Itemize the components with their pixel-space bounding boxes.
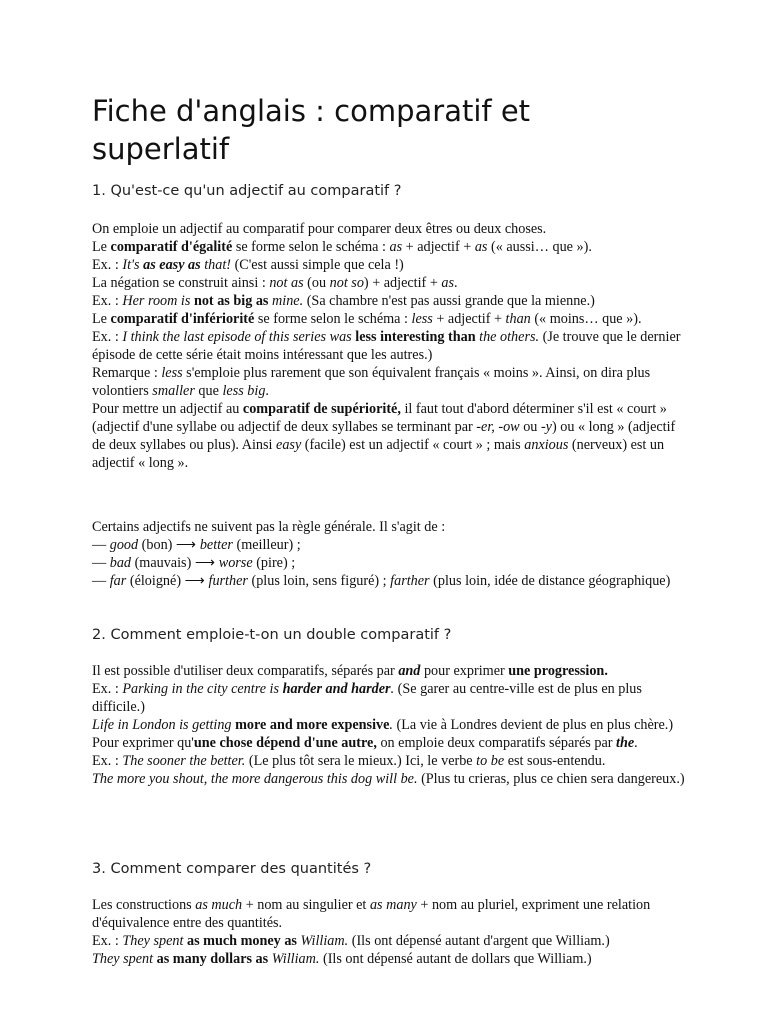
example-line: They spent as many dollars as William. (Ils ont dépensé autant de dollars que William.) — [92, 951, 592, 967]
section-3-body — [92, 896, 692, 968]
irregular-list — [92, 518, 692, 590]
list-item: — good (bon) ⟶ better (meilleur) ; — [92, 537, 301, 553]
example-line: Life in London is getting more and more expensive. (La vie à Londres devient de plus en plus chère.) — [92, 717, 674, 733]
remark: Remarque : less s'emploie plus rarement que son équivalent français « moins ». Ainsi, on dira plus volontiers smaller que less big. — [92, 365, 651, 399]
paragraph: On emploie un adjectif au comparatif pour comparer deux êtres ou deux choses. — [92, 221, 547, 237]
section-2-body — [92, 662, 692, 788]
section-heading-3: 3. Comment comparer des quantités ? — [92, 861, 372, 877]
example-line: Ex. : Her room is not as big as mine. (Sa chambre n'est pas aussi grande que la mienne.) — [92, 293, 595, 309]
paragraph: Pour exprimer qu'une chose dépend d'une autre, on emploie deux comparatifs séparés par the. — [92, 735, 638, 751]
example-line: Ex. : It's as easy as that! (C'est aussi simple que cela !) — [92, 257, 404, 273]
example-line: Ex. : I think the last episode of this series was less interesting than the others. (Je trouve que le dernier épisode de cette série était moins intéressant que les autres.) — [92, 329, 681, 363]
paragraph: La négation se construit ainsi : not as (ou not so) + adjectif + as. — [92, 275, 458, 291]
paragraph: Le comparatif d'égalité se forme selon le schéma : as + adjectif + as (« aussi… que »). — [92, 239, 592, 255]
paragraph: Le comparatif d'infériorité se forme selon le schéma : less + adjectif + than (« moins… que »). — [92, 311, 642, 327]
example-line: Ex. : The sooner the better. (Le plus tôt sera le mieux.) Ici, le verbe to be est sous-entendu. — [92, 753, 606, 769]
paragraph: Les constructions as much + nom au singulier et as many + nom au pluriel, expriment une relation d'équivalence entre des quantités. — [92, 897, 651, 931]
list-item: — bad (mauvais) ⟶ worse (pire) ; — [92, 555, 296, 571]
section-heading-1: 1. Qu'est-ce qu'un adjectif au comparatif ? — [92, 183, 402, 199]
page-title: Fiche d'anglais : comparatif et superlatif — [92, 94, 531, 166]
example-line: Ex. : Parking in the city centre is harder and harder. (Se garer au centre-ville est de plus en plus difficile.) — [92, 681, 642, 715]
example-line: Ex. : They spent as much money as William. (Ils ont dépensé autant d'argent que William.) — [92, 933, 610, 949]
section-heading-2: 2. Comment emploie-t-on un double comparatif ? — [92, 627, 452, 643]
example-line: The more you shout, the more dangerous this dog will be. (Plus tu crieras, plus ce chien sera dangereux.) — [92, 771, 685, 787]
paragraph: Il est possible d'utiliser deux comparatifs, séparés par and pour exprimer une progression. — [92, 663, 608, 679]
list-item: — far (éloigné) ⟶ further (plus loin, sens figuré) ; farther (plus loin, idée de distance géographique) — [92, 573, 671, 589]
paragraph: Pour mettre un adjectif au comparatif de supériorité, il faut tout d'abord déterminer s'il est « court » (adjectif d'une syllabe ou adjectif de deux syllabes se terminant par -er, -ow ou -y) ou « long » (adjectif de deux syllabes ou plus). Ainsi easy (facile) est un adjectif « court » ; mais anxious (nerveux) est un adjectif « long ». — [92, 401, 676, 471]
section-1-body — [92, 220, 692, 472]
paragraph: Certains adjectifs ne suivent pas la règle générale. Il s'agit de : — [92, 519, 446, 535]
